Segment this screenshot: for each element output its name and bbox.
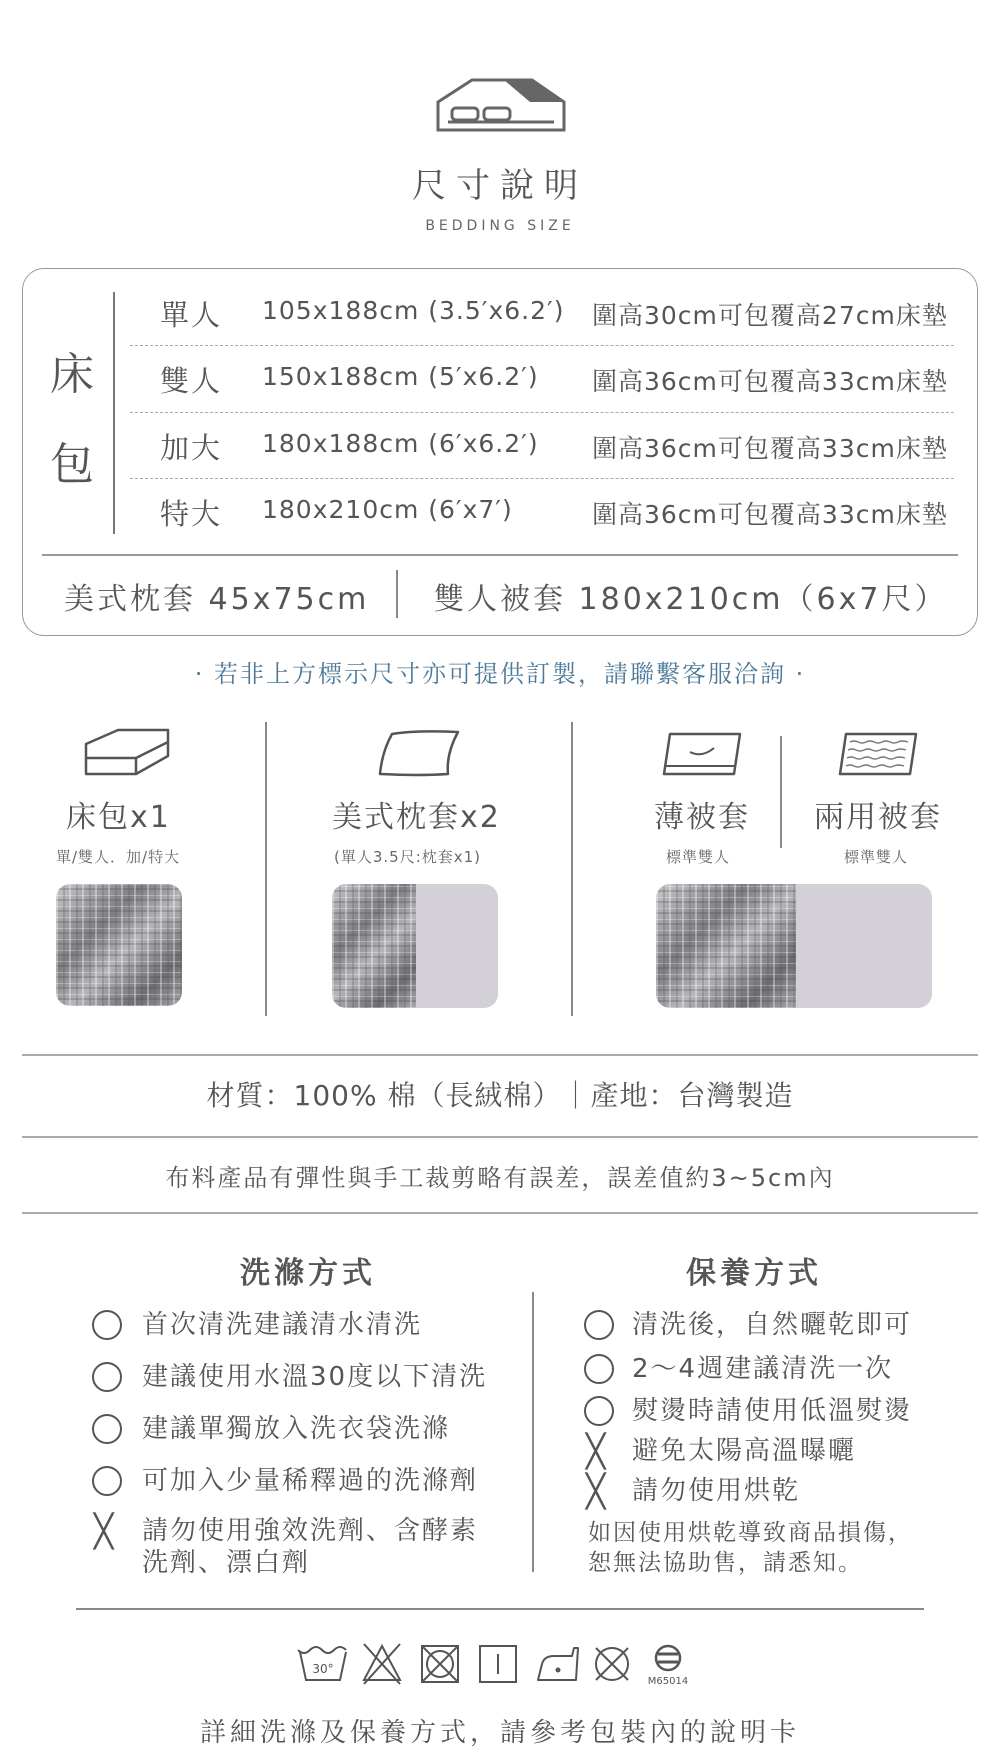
fabric-swatch — [332, 884, 416, 1008]
care-item: 清洗後，自然曬乾即可 — [632, 1310, 913, 1340]
size-row-dim: 150x188cm (5′x6.2′) — [262, 362, 539, 391]
care-notice: 如因使用烘乾導致商品損傷， — [588, 1520, 913, 1546]
product-label-thin-duvet: 薄被套 — [654, 800, 750, 835]
washing-title: 洗滌方式 — [240, 1256, 376, 1291]
category-char-1: 床 — [50, 349, 94, 400]
no-dry-clean-icon — [596, 1648, 628, 1680]
product-divider — [265, 722, 267, 1016]
product-label-pillowcase: 美式枕套x2 — [332, 800, 501, 835]
section-divider — [22, 1054, 978, 1056]
size-row-dim: 180x210cm (6′x7′) — [262, 495, 513, 524]
no-bleach-icon — [364, 1644, 400, 1684]
circle-ok-icon — [584, 1354, 614, 1384]
size-row-note: 圍高36cm可包覆高33cm床墊 — [592, 500, 948, 529]
product-divider — [571, 722, 573, 1016]
product-sub-pillowcase: (單人3.5尺:枕套x1) — [334, 848, 482, 866]
fabric-swatch — [656, 884, 796, 1008]
section-divider — [22, 1136, 978, 1138]
care-title: 保養方式 — [686, 1256, 822, 1291]
circle-ok-icon — [92, 1310, 122, 1340]
fabric-swatch — [56, 884, 182, 1006]
size-row-name: 特大 — [160, 497, 223, 531]
care-divider — [532, 1292, 534, 1572]
care-item: 2～4週建議清洗一次 — [632, 1354, 894, 1384]
care-item: 請勿使用烘乾 — [632, 1476, 801, 1506]
fitted-sheet-icon — [82, 728, 172, 780]
row-divider — [130, 345, 954, 346]
duvet-swatch — [656, 884, 932, 1008]
care-item: 避免太陽高溫曝曬 — [632, 1436, 857, 1466]
pillowcase-swatch — [332, 884, 498, 1008]
category-divider — [113, 292, 115, 534]
cross-no-icon: ╳ — [586, 1432, 606, 1470]
product-sub-dual-duvet: 標準雙人 — [844, 848, 909, 866]
washing-item: 建議使用水溫30度以下清洗 — [142, 1362, 488, 1392]
thin-duvet-icon — [662, 730, 744, 778]
duvet-divider — [780, 736, 782, 848]
footer-note: 詳細洗滌及保養方式，請參考包裝內的說明卡 — [199, 1718, 800, 1748]
quilt-icon — [838, 730, 920, 778]
care-notice: 恕無法協助售，請悉知。 — [588, 1550, 863, 1576]
pillow-icon — [376, 728, 462, 778]
page-title: 尺寸說明 — [412, 166, 588, 206]
product-label-dual-duvet: 兩用被套 — [814, 800, 942, 835]
circle-ok-icon — [584, 1310, 614, 1340]
cross-no-icon: ╳ — [94, 1512, 114, 1550]
circle-ok-icon — [92, 1414, 122, 1444]
size-row-note: 圍高30cm可包覆高27cm床墊 — [592, 301, 948, 330]
solid-swatch — [796, 884, 932, 1008]
header-icon — [434, 74, 568, 136]
wash-30-icon — [298, 1647, 346, 1680]
size-row-dim: 180x188cm (6′x6.2′) — [262, 429, 539, 458]
solid-swatch — [416, 884, 498, 1008]
size-row-note: 圍高36cm可包覆高33cm床墊 — [592, 367, 948, 396]
washing-item: 請勿使用強效洗劑、含酵素 — [142, 1516, 479, 1546]
washing-item: 建議單獨放入洗衣袋洗滌 — [142, 1414, 451, 1444]
circle-ok-icon — [92, 1466, 122, 1496]
washing-item-cont: 洗劑、漂白劑 — [142, 1548, 311, 1578]
no-tumble-dry-icon — [422, 1646, 458, 1682]
table-divider — [42, 554, 958, 556]
product-label-fitted-sheet: 床包x1 — [66, 800, 171, 835]
section-divider — [76, 1608, 924, 1610]
category-char-2: 包 — [50, 439, 94, 490]
size-row-note: 圍高36cm可包覆高33cm床墊 — [592, 434, 948, 463]
material-origin: 材質：100% 棉（長絨棉）｜產地：台灣製造 — [206, 1079, 794, 1112]
circle-ok-icon — [584, 1396, 614, 1426]
extra-divider — [396, 570, 398, 618]
line-dry-icon — [480, 1646, 516, 1682]
row-divider — [130, 412, 954, 413]
care-symbols — [296, 1640, 716, 1694]
size-row-name: 單人 — [160, 298, 223, 332]
size-row-name: 雙人 — [160, 364, 223, 398]
washing-item: 首次清洗建議清水清洗 — [142, 1310, 423, 1340]
product-sub-fitted-sheet: 單/雙人．加/特大 — [56, 848, 181, 866]
cross-no-icon: ╳ — [586, 1472, 606, 1510]
size-row-dim: 105x188cm (3.5′x6.2′) — [262, 296, 565, 325]
circle-ok-icon — [92, 1362, 122, 1392]
pillowcase-size: 美式枕套 45x75cm — [64, 582, 370, 617]
duvet-size: 雙人被套 180x210cm（6x7尺） — [434, 582, 948, 617]
row-divider — [130, 478, 954, 479]
iron-low-icon — [538, 1648, 578, 1680]
certification-mark-icon — [648, 1646, 688, 1687]
custom-order-note: · 若非上方標示尺寸亦可提供訂製，請聯繫客服洽詢 · — [194, 660, 806, 688]
washing-item: 可加入少量稀釋過的洗滌劑 — [142, 1466, 479, 1496]
cert-code: M65014 — [647, 1676, 689, 1687]
size-row-name: 加大 — [160, 431, 223, 465]
care-item: 熨燙時請使用低溫熨燙 — [632, 1396, 913, 1426]
wash-temp-label: 30° — [312, 1662, 334, 1676]
tolerance-note: 布料產品有彈性與手工裁剪略有誤差，誤差值約3~5cm內 — [165, 1164, 835, 1192]
page-subtitle: BEDDING SIZE — [425, 218, 575, 234]
section-divider — [22, 1212, 978, 1214]
product-sub-thin-duvet: 標準雙人 — [666, 848, 731, 866]
house-bed-icon — [434, 74, 568, 136]
